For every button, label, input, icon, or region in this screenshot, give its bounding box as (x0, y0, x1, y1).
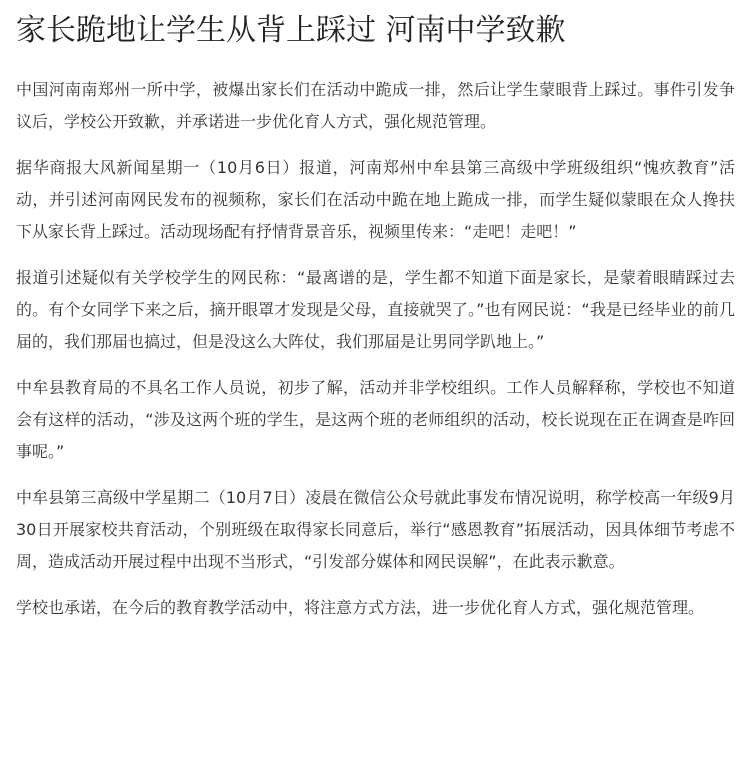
article-paragraph-4: 中牟县教育局的不具名工作人员说，初步了解，活动并非学校组织。工作人员解释称，学校也不知道会有这样的活动，“涉及这两个班的学生，是这两个班的老师组织的活动，校长说现在正在调查是咋回事呢。” (16, 378, 735, 461)
article-paragraph-5: 中牟县第三高级中学星期二（10月7日）凌晨在微信公众号就此事发布情况说明，称学校高一年级9月30日开展家校共育活动，个别班级在取得家长同意后，举行“感恩教育”拓展活动，因具体细节考虑不周，造成活动开展过程中出现不当形式，“引发部分媒体和网民误解”，在此表示歉意。 (16, 488, 735, 571)
article-paragraph-6: 学校也承诺，在今后的教育教学活动中，将注意方式方法，进一步优化育人方式，强化规范管理。 (16, 598, 705, 617)
article-title: 家长跪地让学生从背上踩过 河南中学致歉 (16, 13, 566, 48)
article-body (16, 74, 735, 624)
article-paragraph-1: 中国河南南郑州一所中学，被爆出家长们在活动中跪成一排，然后让学生蒙眼背上踩过。事件引发争议后，学校公开致歉，并承诺进一步优化育人方式，强化规范管理。 (16, 80, 735, 131)
article-paragraph-3: 报道引述疑似有关学校学生的网民称：“最离谱的是，学生都不知道下面是家长，是蒙着眼睛踩过去的。有个女同学下来之后，摘开眼罩才发现是父母，直接就哭了。”也有网民说：“我是已经毕业的前几届的，我们那届也搞过，但是没这么大阵仗，我们那届是让男同学趴地上。” (16, 268, 735, 351)
article-paragraph-2: 据华商报大风新闻星期一（10月6日）报道，河南郑州中牟县第三高级中学班级组织“愧疚教育”活动，并引述河南网民发布的视频称，家长们在活动中跪在地上跪成一排，而学生疑似蒙眼在众人搀扶下从家长背上踩过。活动现场配有抒情背景音乐，视频里传来：“走吧！走吧！” (16, 158, 735, 241)
